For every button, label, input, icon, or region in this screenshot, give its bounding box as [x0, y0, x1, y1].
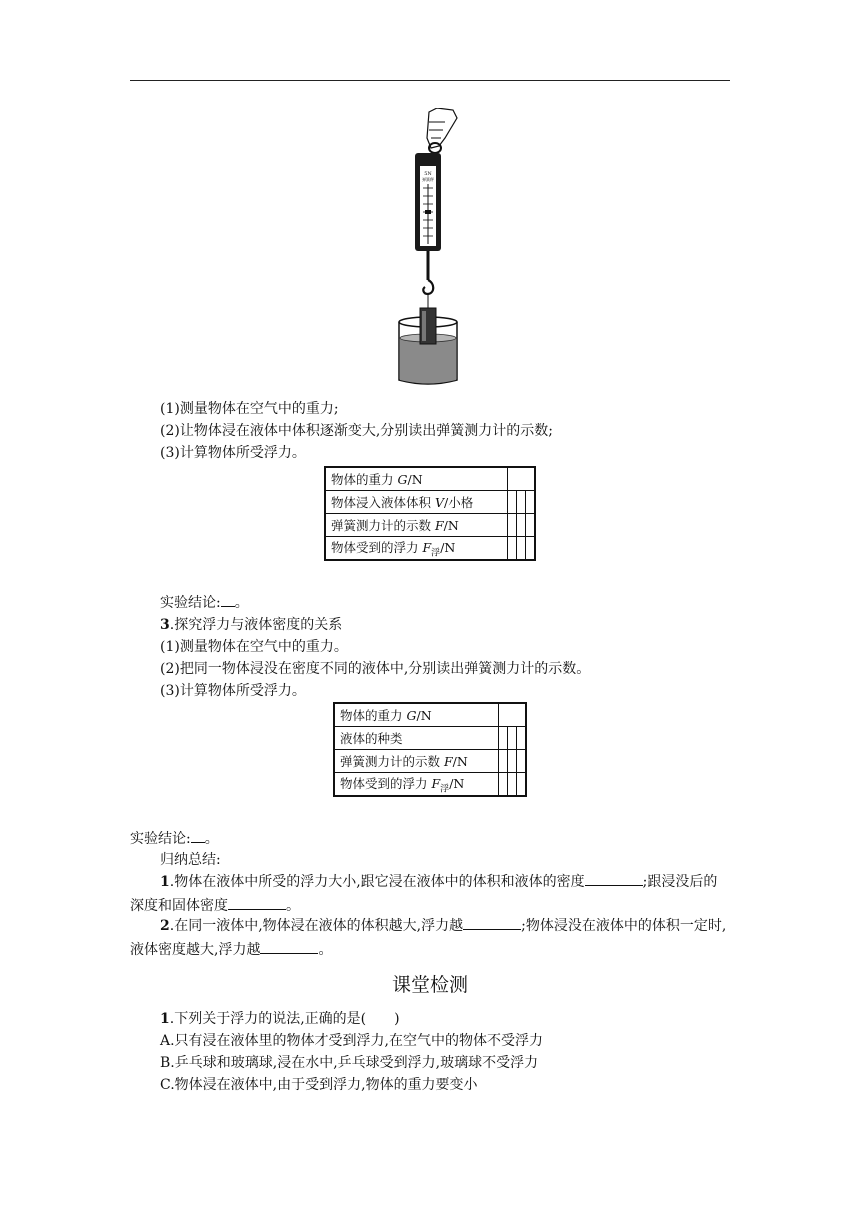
- spring-scale-beaker-figure: [385, 108, 485, 393]
- s3-row-liquid: 液体的种类: [334, 727, 499, 750]
- option-a: A.只有浸在液体里的物体才受到浮力,在空气中的物体不受浮力: [160, 1033, 544, 1049]
- s2-step-2: (2)让物体浸在液体中体积逐渐变大,分别读出弹簧测力计的示数;: [160, 423, 553, 439]
- s2-row-volume: 物体浸入液体体积 V/小格: [325, 491, 508, 514]
- s3-conclusion: 实验结论: 。: [130, 828, 219, 849]
- s3-step-3: (3)计算物体所受浮力。: [160, 683, 306, 699]
- s3-step-1: (1)测量物体在空气中的重力。: [160, 639, 348, 655]
- summary-title: 归纳总结:: [160, 852, 221, 868]
- header-rule: [130, 80, 730, 81]
- s3-row-buoyancy: 物体受到的浮力 $F_浮/N$: [334, 773, 499, 797]
- s2-conclusion: 实验结论: 。: [160, 592, 249, 613]
- scale-label: 5N: [424, 171, 432, 177]
- option-b: B.乒乓球和玻璃球,浸在水中,乒乓球受到浮力,玻璃球不受浮力: [160, 1055, 539, 1071]
- summary-point-1: 1.物体在液体中所受的浮力大小,跟它浸在液体中的体积和液体的密度 ;跟浸没后的深度和固体密度 。: [130, 870, 730, 918]
- brand-label: 弹簧秤: [422, 177, 434, 182]
- s2-row-buoyancy: 物体受到的浮力 $F_浮/N$: [325, 537, 508, 561]
- s2-row-reading: 弹簧测力计的示数 F/N: [325, 514, 508, 537]
- s2-data-table: [324, 466, 536, 561]
- s2-row-weight: 物体的重力 G/N: [325, 467, 508, 491]
- summary-point-2: 2.在同一液体中,物体浸在液体的体积越大,浮力越 ;物体浸没在液体中的体积一定时,液体密度越大,浮力越 。: [130, 914, 730, 962]
- s3-data-table: [333, 702, 527, 797]
- s3-row-weight: 物体的重力 G/N: [334, 703, 499, 727]
- question-1: 1.下列关于浮力的说法,正确的是( ): [160, 1011, 400, 1027]
- s2-step-1: (1)测量物体在空气中的重力;: [160, 401, 339, 417]
- s3-row-reading: 弹簧测力计的示数 F/N: [334, 750, 499, 773]
- s3-step-2: (2)把同一物体浸没在密度不同的液体中,分别读出弹簧测力计的示数。: [160, 661, 591, 677]
- option-c: C.物体浸在液体中,由于受到浮力,物体的重力要变小: [160, 1077, 478, 1093]
- s2-step-3: (3)计算物体所受浮力。: [160, 445, 306, 461]
- section-heading: 课堂检测: [391, 974, 468, 996]
- s3-title: 3.探究浮力与液体密度的关系: [160, 617, 343, 633]
